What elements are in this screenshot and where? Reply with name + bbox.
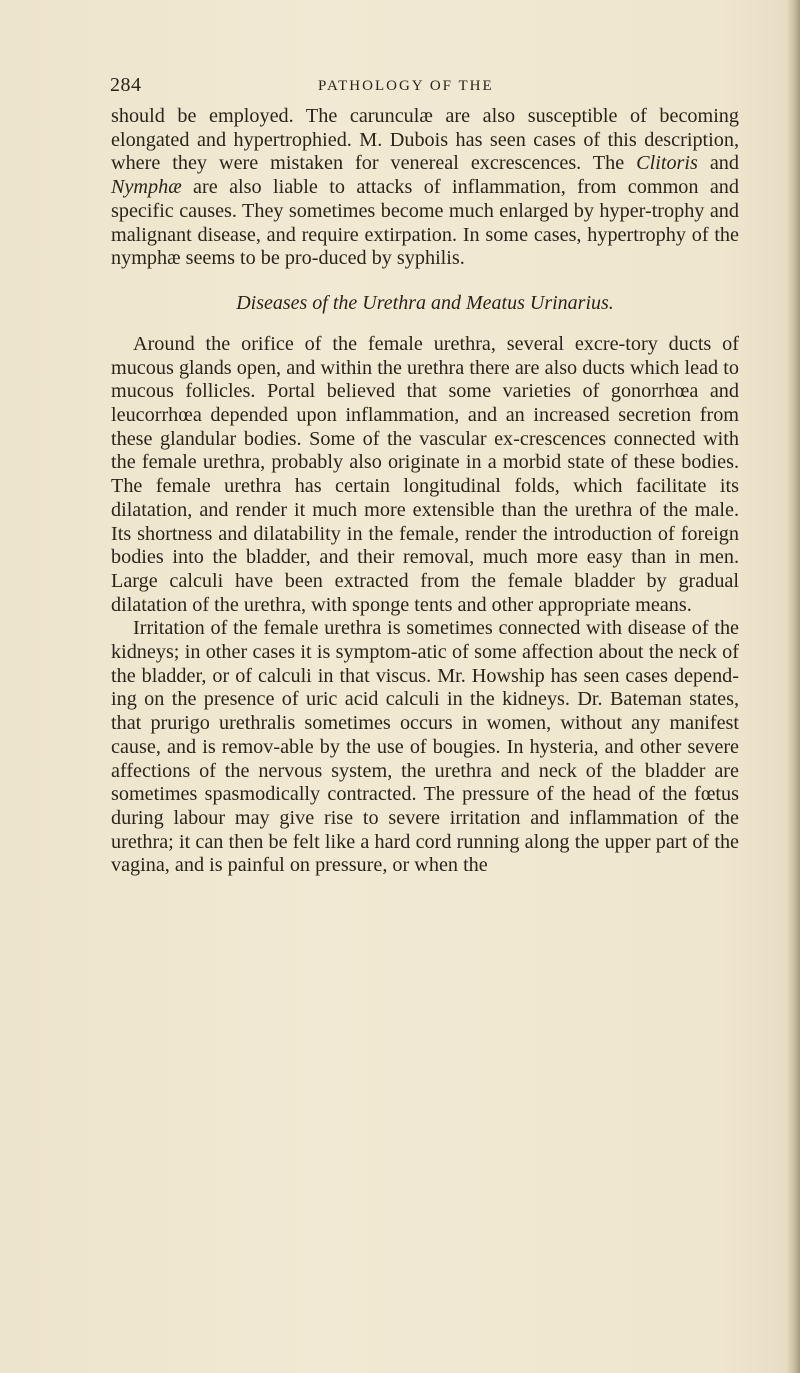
section-heading: Diseases of the Urethra and Meatus Urinarius. [236,291,614,314]
page-number: 284 [110,74,142,96]
paragraph-continued [111,105,739,271]
paragraph-1-text-b: are also liable to attacks of inflammation, from common and specific causes. They sometimes become much enlarged by hyper-trophy and malignant disease, and require extirpation. In some cases, hypertrophy of the nymphæ seems to be pro-duced by syphilis. [111,176,739,270]
paragraph-1-text-a: should be employed. The carunculæ are also susceptible of becoming elongated and hypertrophied. M. Dubois has seen cases of this description, where they were mistaken for venereal excrescences. The [111,105,739,175]
paragraph-1-text-and: and [697,152,739,175]
term-nymphae: Nymphæ [111,176,182,199]
running-head: PATHOLOGY OF THE [318,78,494,94]
paragraph-urethra-anatomy: Around the orifice of the female urethra, several excre-tory ducts of mucous glands open, and within the urethra there are also ducts which lead to mucous follicles. Portal believed that some varieties of gonorrhœa and leucorrhœa depended upon inflammation, and an increased secretion from these glandular bodies. Some of the vascular ex-crescences connected with the female urethra, probably also originate in a morbid state of these bodies. The female urethra has certain longitudinal folds, which facilitate its dilatation, and render it much more extensible than the urethra of the male. Its shortness and dilatability in the female, render the introduction of foreign bodies into the bladder, and their removal, much more easy than in men. Large calculi have been extracted from the female bladder by gradual dilatation of the urethra, with sponge tents and other appropriate means. [111,332,739,616]
paragraph-urethra-irritation: Irritation of the female urethra is sometimes connected with disease of the kidneys; in other cases it is symptom-atic of some affection about the neck of the bladder, or of calculi in that viscus. Mr. Howship has seen cases depend-ing on the presence of uric acid calculi in the kidneys. Dr. Bateman states, that prurigo urethralis sometimes occurs in women, without any manifest cause, and is remov-able by the use of bougies. In hysteria, and other severe affections of the nervous system, the urethra and neck of the bladder are sometimes spasmodically contracted. The pressure of the head of the fœtus during labour may give rise to severe irritation and inflammation of the urethra; it can then be felt like a hard cord running along the upper part of the vagina, and is painful on pressure, or when the [111,617,739,877]
body-text [111,105,739,878]
page-edge-shadow [786,0,800,1373]
term-clitoris: Clitoris [636,152,698,175]
page-header [110,74,740,104]
